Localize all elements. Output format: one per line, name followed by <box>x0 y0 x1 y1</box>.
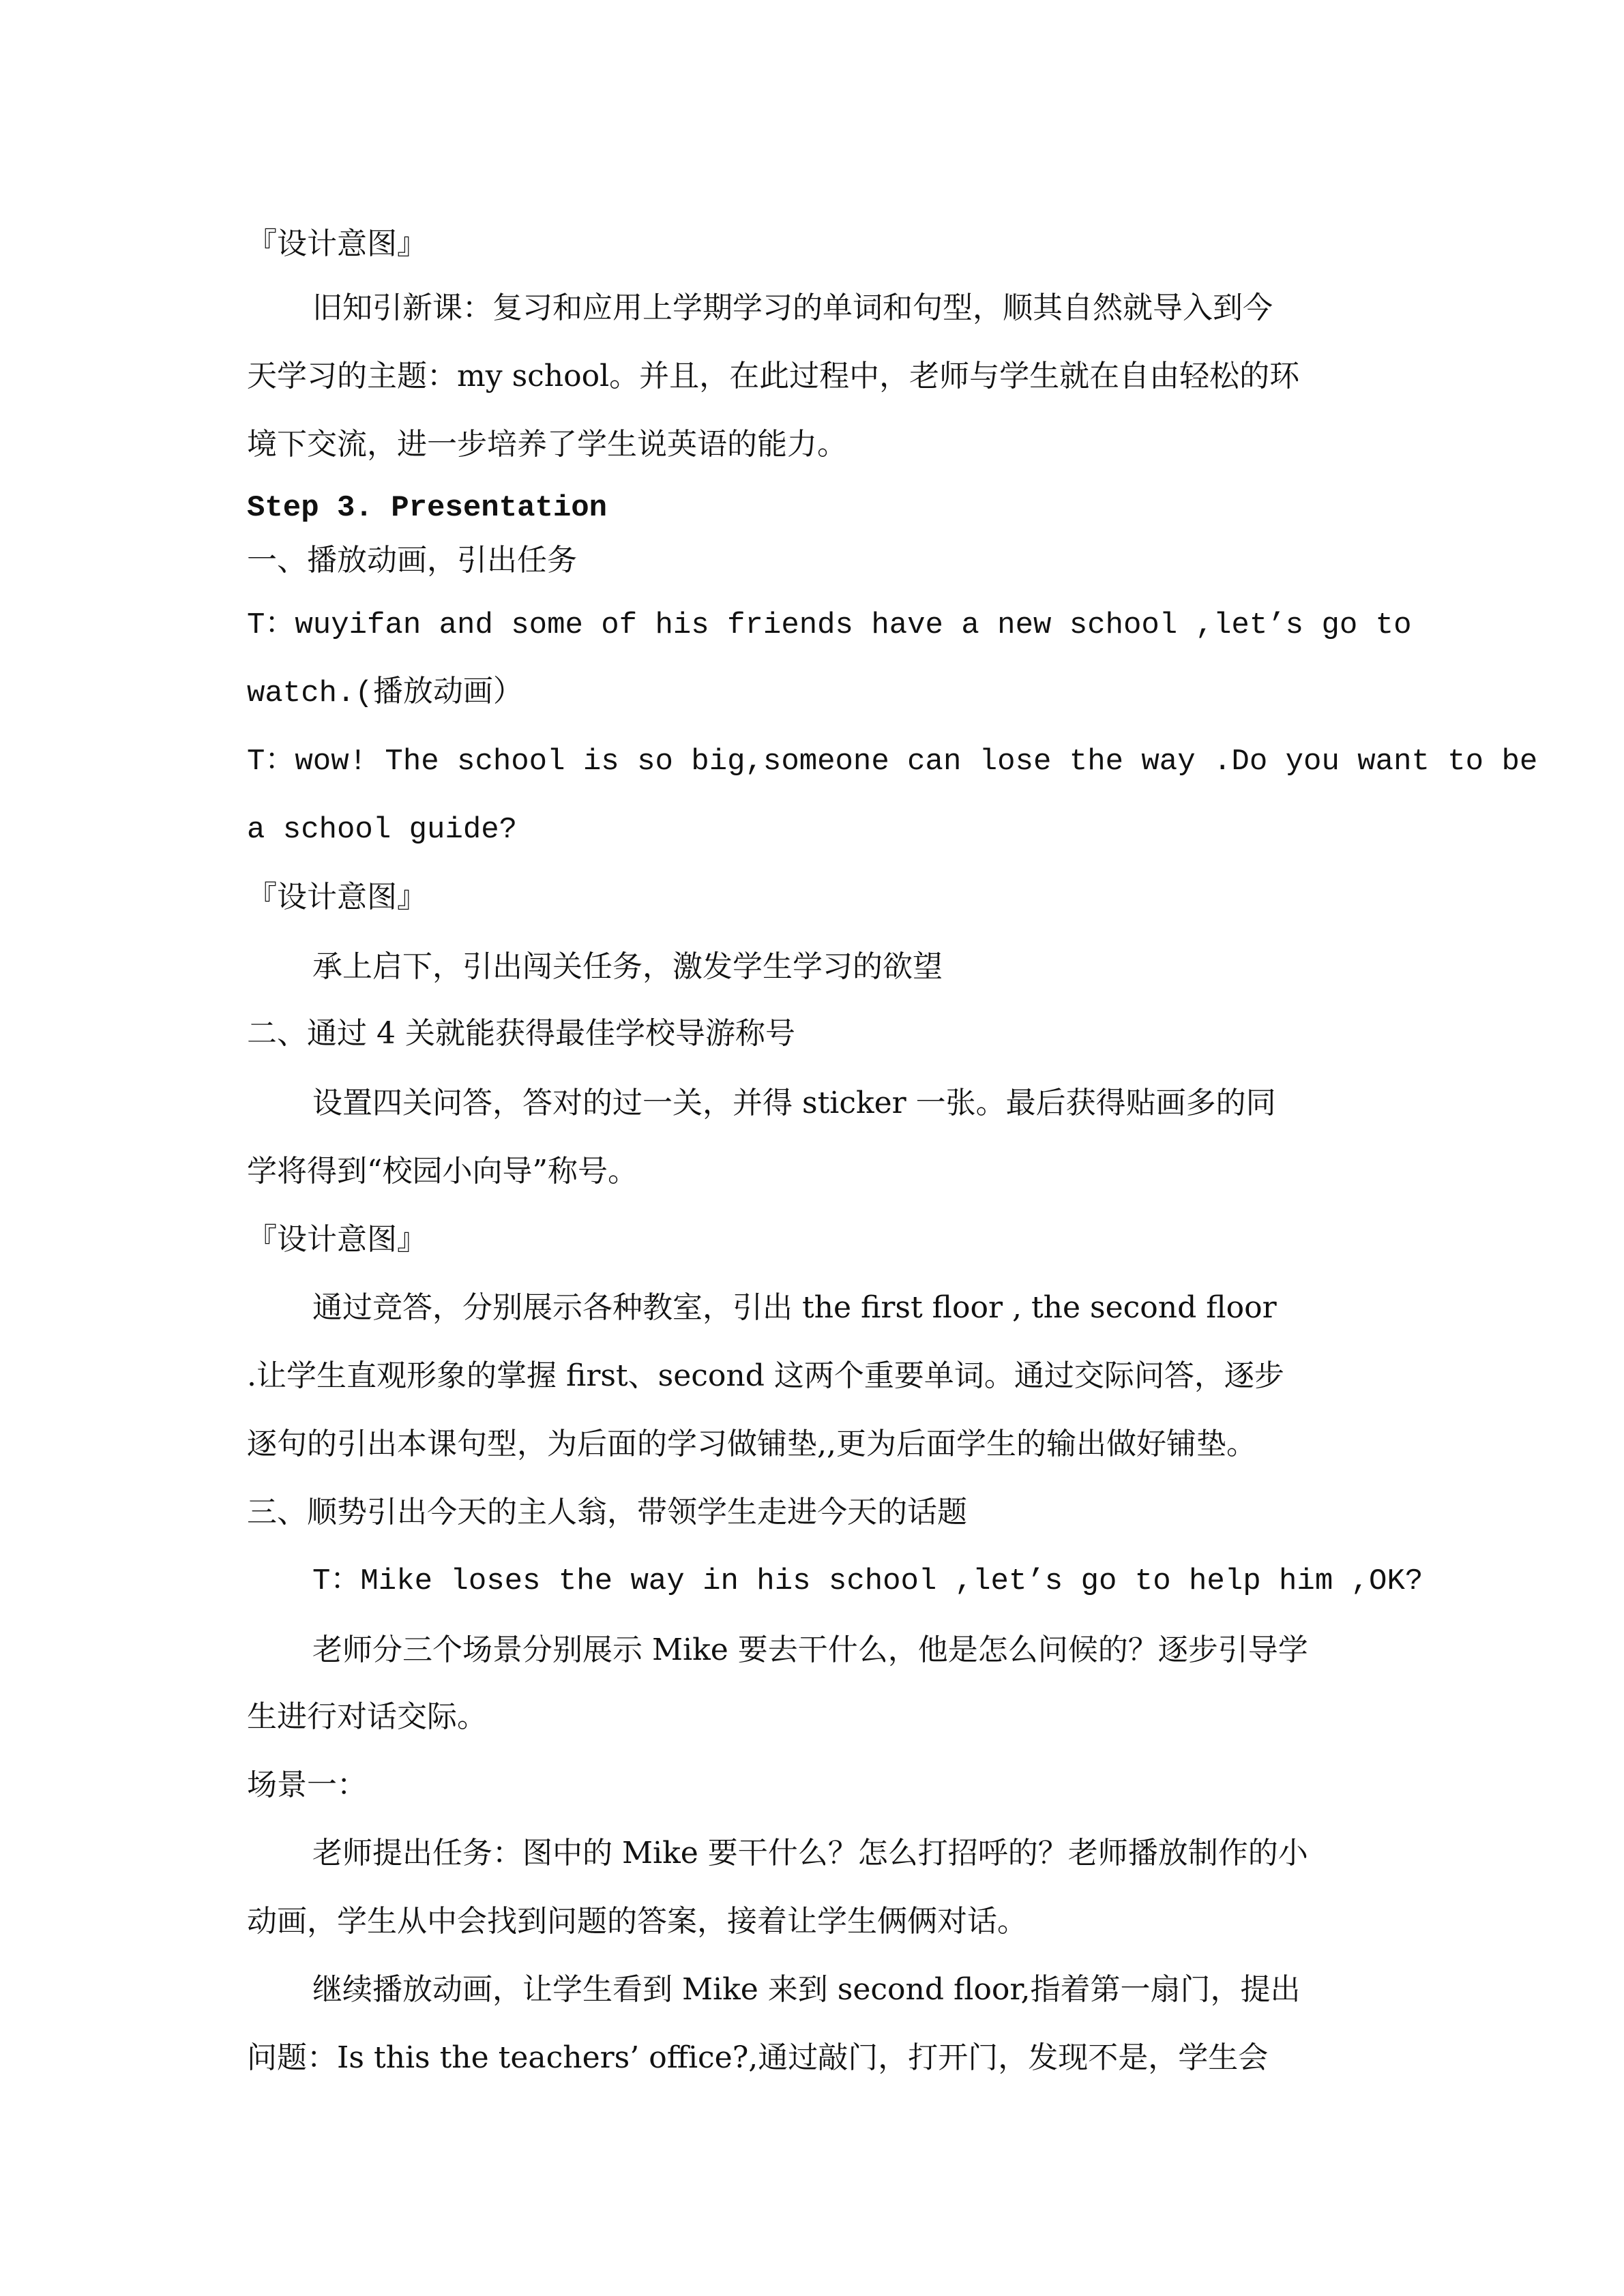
paragraph-line: 旧知引新课：复习和应用上学期学习的单词和句型，顺其自然就导入到今 <box>312 290 1273 325</box>
section-heading: 一、播放动画，引出任务 <box>247 543 577 578</box>
dialogue-line: T：Mike loses the way in his school ,let’s go to help him ,OK? <box>312 1564 1423 1598</box>
dialogue-line: watch.(播放动画） <box>247 676 523 711</box>
paragraph-line: 逐句的引出本课句型，为后面的学习做铺垫,,更为后面学生的输出做好铺垫。 <box>247 1427 1256 1461</box>
step-heading: Step 3. Presentation <box>247 491 608 525</box>
section-heading: 二、通过 4 关就能获得最佳学校导游称号 <box>247 1016 795 1051</box>
dialogue-line: T：wow! The school is so big,someone can lose the way .Do you want to be <box>247 745 1538 779</box>
paragraph-line: 继续播放动画，让学生看到 Mike 来到 second floor,指着第一扇门，提出 <box>312 1972 1301 2007</box>
paragraph-line: 天学习的主题：my school。并且，在此过程中，老师与学生就在自由轻松的环 <box>247 359 1300 393</box>
paragraph-line: 学将得到“校园小向导”称号。 <box>247 1154 638 1189</box>
design-intent-heading: 『设计意图』 <box>247 880 427 914</box>
paragraph-line: 设置四关问答，答对的过一关，并得 sticker 一张。最后获得贴画多的同 <box>312 1086 1276 1120</box>
paragraph-line: 境下交流，进一步培养了学生说英语的能力。 <box>247 427 847 462</box>
paragraph-line: 生进行对话交际。 <box>247 1699 487 1734</box>
section-heading: 三、顺势引出今天的主人翁，带领学生走进今天的话题 <box>247 1495 967 1530</box>
paragraph-line: 问题：Is this the teachers’ office?,通过敲门，打开门，发现不是，学生会 <box>247 2040 1269 2075</box>
dialogue-line: T：wuyifan and some of his friends have a new school ,let’s go to <box>247 608 1412 642</box>
design-intent-heading: 『设计意图』 <box>247 226 427 261</box>
dialogue-line: a school guide? <box>247 813 518 847</box>
paragraph-line: 老师提出任务：图中的 Mike 要干什么？怎么打招呼的？老师播放制作的小 <box>312 1836 1308 1870</box>
paragraph-line: 通过竞答，分别展示各种教室，引出 the first floor , the second floor <box>312 1290 1277 1325</box>
paragraph-line: .让学生直观形象的掌握 first、second 这两个重要单词。通过交际问答，逐步 <box>247 1358 1284 1393</box>
paragraph-line: 承上启下，引出闯关任务，激发学生学习的欲望 <box>312 949 943 984</box>
paragraph-line: 动画，学生从中会找到问题的答案，接着让学生俩俩对话。 <box>247 1904 1027 1939</box>
design-intent-heading: 『设计意图』 <box>247 1222 427 1257</box>
paragraph-line: 老师分三个场景分别展示 Mike 要去干什么，他是怎么问候的？逐步引导学 <box>312 1632 1308 1667</box>
scene-heading: 场景一： <box>247 1768 367 1802</box>
